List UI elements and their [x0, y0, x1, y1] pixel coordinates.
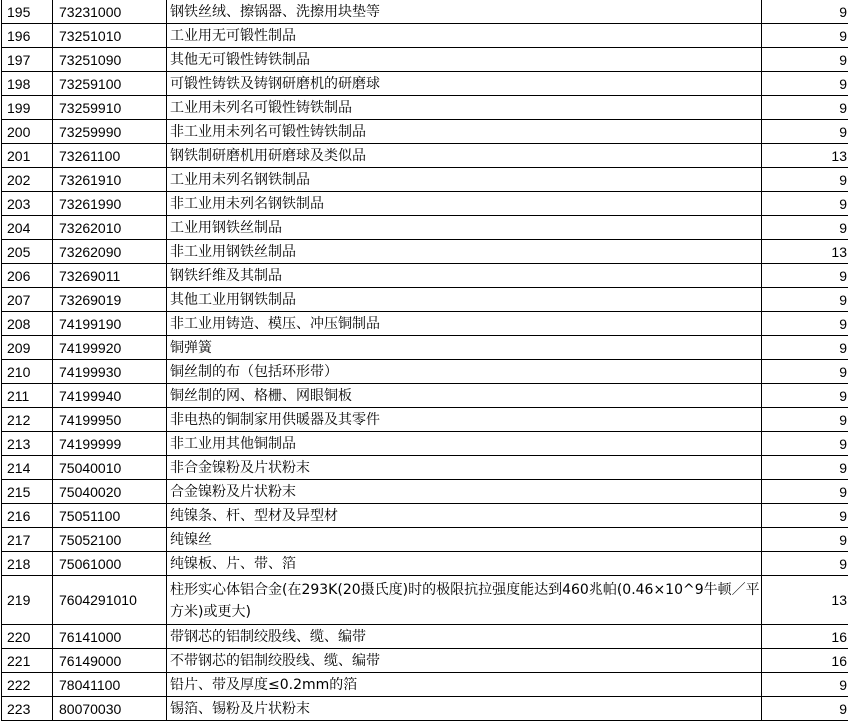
tariff-code-cell: 74199920 [53, 336, 167, 360]
row-number-cell: 222 [2, 673, 53, 697]
table-row [2, 480, 848, 504]
product-name-cell: 工业用钢铁丝制品 [167, 216, 762, 240]
rate-cell: 9 [762, 432, 848, 456]
table-row [2, 456, 848, 480]
row-number-cell: 219 [2, 576, 53, 625]
tariff-code-cell: 73231000 [53, 0, 167, 24]
rate-cell: 16 [762, 649, 848, 673]
rate-cell: 9 [762, 96, 848, 120]
table-row [2, 144, 848, 168]
rate-cell: 16 [762, 625, 848, 649]
tariff-code-cell: 74199930 [53, 360, 167, 384]
product-name-cell: 工业用无可锻性制品 [167, 24, 762, 48]
rate-cell: 9 [762, 673, 848, 697]
product-name-cell: 钢铁制研磨机用研磨球及类似品 [167, 144, 762, 168]
tariff-code-cell: 75061000 [53, 552, 167, 576]
table-row [2, 24, 848, 48]
product-name-cell: 工业用未列名钢铁制品 [167, 168, 762, 192]
rate-cell: 9 [762, 312, 848, 336]
row-number-cell: 196 [2, 24, 53, 48]
table-row [2, 649, 848, 673]
rate-cell: 9 [762, 0, 848, 24]
tariff-code-cell: 73261100 [53, 144, 167, 168]
rate-cell: 9 [762, 360, 848, 384]
row-number-cell: 202 [2, 168, 53, 192]
row-number-cell: 201 [2, 144, 53, 168]
rate-cell: 9 [762, 528, 848, 552]
product-name-cell: 纯镍板、片、带、箔 [167, 552, 762, 576]
tariff-code-cell: 73259910 [53, 96, 167, 120]
rate-cell: 9 [762, 456, 848, 480]
row-number-cell: 214 [2, 456, 53, 480]
product-name-cell: 钢铁纤维及其制品 [167, 264, 762, 288]
table-row [2, 504, 848, 528]
table-row [2, 168, 848, 192]
table-row [2, 336, 848, 360]
table-row [2, 432, 848, 456]
table-row [2, 288, 848, 312]
rate-cell: 9 [762, 264, 848, 288]
product-name-cell: 非工业用未列名钢铁制品 [167, 192, 762, 216]
row-number-cell: 215 [2, 480, 53, 504]
product-name-cell: 非工业用其他铜制品 [167, 432, 762, 456]
table-row [2, 0, 848, 24]
tariff-code-cell: 73261990 [53, 192, 167, 216]
table-row [2, 625, 848, 649]
table-row [2, 72, 848, 96]
row-number-cell: 197 [2, 48, 53, 72]
row-number-cell: 205 [2, 240, 53, 264]
table-row [2, 528, 848, 552]
rate-cell: 9 [762, 168, 848, 192]
rate-cell: 9 [762, 24, 848, 48]
product-name-cell: 可锻性铸铁及铸钢研磨机的研磨球 [167, 72, 762, 96]
product-name-cell: 锡箔、锡粉及片状粉末 [167, 697, 762, 721]
product-name-cell: 合金镍粉及片状粉末 [167, 480, 762, 504]
tariff-code-cell: 80070030 [53, 697, 167, 721]
row-number-cell: 213 [2, 432, 53, 456]
tariff-code-cell: 73269011 [53, 264, 167, 288]
tariff-code-cell: 75051100 [53, 504, 167, 528]
table-row [2, 384, 848, 408]
row-number-cell: 218 [2, 552, 53, 576]
tariff-code-cell: 78041100 [53, 673, 167, 697]
table-row [2, 408, 848, 432]
rate-cell: 9 [762, 384, 848, 408]
tariff-code-cell: 73262090 [53, 240, 167, 264]
tariff-code-cell: 74199190 [53, 312, 167, 336]
product-name-cell: 非工业用铸造、模压、冲压铜制品 [167, 312, 762, 336]
row-number-cell: 220 [2, 625, 53, 649]
product-name-cell: 工业用未列名可锻性铸铁制品 [167, 96, 762, 120]
rate-cell: 13 [762, 576, 848, 625]
table-body [2, 0, 848, 721]
product-name-cell: 带钢芯的铝制绞股线、缆、编带 [167, 625, 762, 649]
product-name-cell: 不带钢芯的铝制绞股线、缆、编带 [167, 649, 762, 673]
rate-cell: 9 [762, 72, 848, 96]
product-name-cell: 其他无可锻性铸铁制品 [167, 48, 762, 72]
rate-cell: 9 [762, 336, 848, 360]
tariff-code-cell: 76141000 [53, 625, 167, 649]
tariff-code-cell: 74199950 [53, 408, 167, 432]
rate-cell: 13 [762, 144, 848, 168]
product-name-cell: 非电热的铜制家用供暖器及其零件 [167, 408, 762, 432]
table-row [2, 312, 848, 336]
row-number-cell: 210 [2, 360, 53, 384]
rate-cell: 9 [762, 120, 848, 144]
row-number-cell: 223 [2, 697, 53, 721]
tariff-code-cell: 74199999 [53, 432, 167, 456]
table-row [2, 48, 848, 72]
tariff-table [1, 0, 848, 721]
tariff-code-cell: 75052100 [53, 528, 167, 552]
table-row [2, 360, 848, 384]
product-name-cell: 铜丝制的网、格栅、网眼铜板 [167, 384, 762, 408]
tariff-code-cell: 7604291010 [53, 576, 167, 625]
table-row [2, 697, 848, 721]
row-number-cell: 195 [2, 0, 53, 24]
product-name-cell: 纯镍条、杆、型材及异型材 [167, 504, 762, 528]
row-number-cell: 208 [2, 312, 53, 336]
row-number-cell: 211 [2, 384, 53, 408]
rate-cell: 9 [762, 697, 848, 721]
rate-cell: 9 [762, 552, 848, 576]
tariff-code-cell: 73269019 [53, 288, 167, 312]
table-row [2, 120, 848, 144]
product-name-cell: 非工业用钢铁丝制品 [167, 240, 762, 264]
row-number-cell: 199 [2, 96, 53, 120]
table-row [2, 673, 848, 697]
table-row [2, 216, 848, 240]
rate-cell: 9 [762, 216, 848, 240]
rate-cell: 9 [762, 288, 848, 312]
tariff-code-cell: 74199940 [53, 384, 167, 408]
tariff-code-cell: 73259100 [53, 72, 167, 96]
row-number-cell: 221 [2, 649, 53, 673]
tariff-code-cell: 75040020 [53, 480, 167, 504]
table-row [2, 576, 848, 625]
table-row [2, 192, 848, 216]
product-name-cell: 其他工业用钢铁制品 [167, 288, 762, 312]
rate-cell: 13 [762, 240, 848, 264]
product-name-cell: 铜弹簧 [167, 336, 762, 360]
tariff-code-cell: 73251010 [53, 24, 167, 48]
product-name-cell: 铜丝制的布（包括环形带） [167, 360, 762, 384]
rate-cell: 9 [762, 408, 848, 432]
product-name-cell: 非合金镍粉及片状粉末 [167, 456, 762, 480]
table-row [2, 552, 848, 576]
row-number-cell: 204 [2, 216, 53, 240]
rate-cell: 9 [762, 192, 848, 216]
tariff-code-cell: 73262010 [53, 216, 167, 240]
tariff-code-cell: 75040010 [53, 456, 167, 480]
rate-cell: 9 [762, 480, 848, 504]
row-number-cell: 198 [2, 72, 53, 96]
row-number-cell: 209 [2, 336, 53, 360]
rate-cell: 9 [762, 48, 848, 72]
row-number-cell: 216 [2, 504, 53, 528]
tariff-code-cell: 73251090 [53, 48, 167, 72]
row-number-cell: 207 [2, 288, 53, 312]
row-number-cell: 217 [2, 528, 53, 552]
table-row [2, 96, 848, 120]
rate-cell: 9 [762, 504, 848, 528]
product-name-cell: 纯镍丝 [167, 528, 762, 552]
row-number-cell: 212 [2, 408, 53, 432]
tariff-code-cell: 73259990 [53, 120, 167, 144]
product-name-cell: 非工业用未列名可锻性铸铁制品 [167, 120, 762, 144]
tariff-code-cell: 73261910 [53, 168, 167, 192]
row-number-cell: 203 [2, 192, 53, 216]
tariff-code-cell: 76149000 [53, 649, 167, 673]
product-name-cell: 钢铁丝绒、擦锅器、洗擦用块垫等 [167, 0, 762, 24]
table-row [2, 240, 848, 264]
row-number-cell: 206 [2, 264, 53, 288]
row-number-cell: 200 [2, 120, 53, 144]
product-name-cell: 柱形实心体铝合金(在293K(20摄氏度)时的极限抗拉强度能达到460兆帕(0.46×10^9牛顿／平方米)或更大) [167, 576, 762, 625]
table-row [2, 264, 848, 288]
product-name-cell: 铅片、带及厚度≤0.2mm的箔 [167, 673, 762, 697]
